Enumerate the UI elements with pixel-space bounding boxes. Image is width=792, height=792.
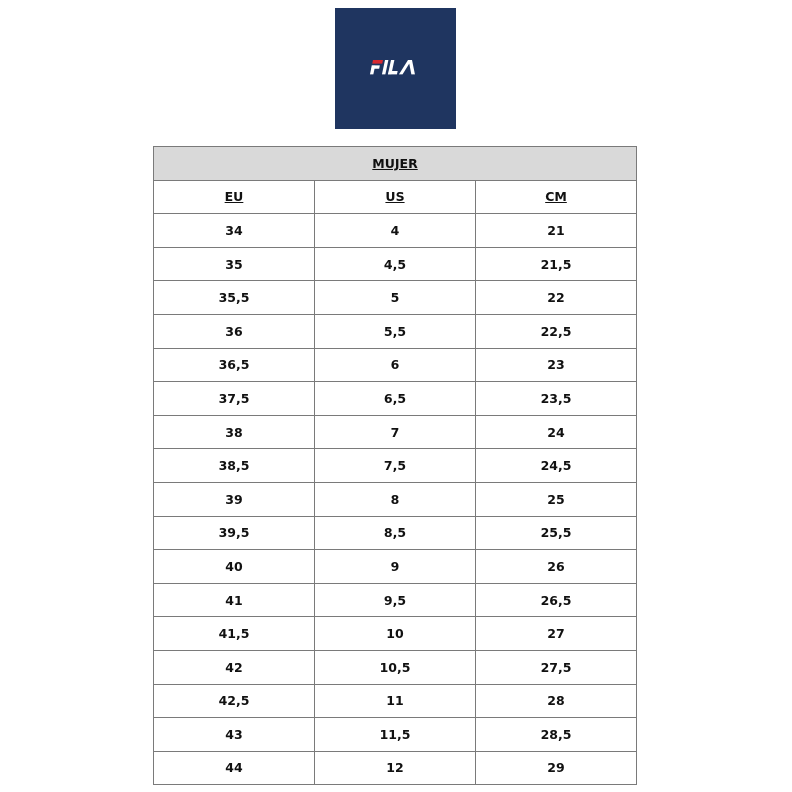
cell-us: 5,5 <box>315 314 476 348</box>
cell-cm: 28 <box>476 684 637 718</box>
table-row <box>154 281 637 315</box>
cell-eu: 35 <box>154 247 315 281</box>
cell-us: 5 <box>315 281 476 315</box>
table-row <box>154 718 637 752</box>
table-row <box>154 617 637 651</box>
table-row <box>154 314 637 348</box>
cell-us: 9,5 <box>315 583 476 617</box>
table-row <box>154 382 637 416</box>
cell-cm: 27,5 <box>476 650 637 684</box>
table-row <box>154 415 637 449</box>
cell-us: 4 <box>315 214 476 248</box>
table-row <box>154 247 637 281</box>
cell-eu: 39,5 <box>154 516 315 550</box>
cell-cm: 25 <box>476 482 637 516</box>
table-row <box>154 516 637 550</box>
cell-us: 4,5 <box>315 247 476 281</box>
cell-cm: 27 <box>476 617 637 651</box>
cell-eu: 42,5 <box>154 684 315 718</box>
cell-cm: 26,5 <box>476 583 637 617</box>
table-row <box>154 449 637 483</box>
fila-logo-mark <box>335 8 456 129</box>
cell-eu: 38,5 <box>154 449 315 483</box>
cell-us: 9 <box>315 550 476 584</box>
cell-eu: 38 <box>154 415 315 449</box>
column-header-us: US <box>315 180 476 214</box>
cell-eu: 35,5 <box>154 281 315 315</box>
table-row <box>154 684 637 718</box>
cell-cm: 26 <box>476 550 637 584</box>
table-row <box>154 650 637 684</box>
cell-cm: 22,5 <box>476 314 637 348</box>
cell-cm: 24,5 <box>476 449 637 483</box>
cell-cm: 23,5 <box>476 382 637 416</box>
table-row <box>154 348 637 382</box>
cell-eu: 44 <box>154 751 315 785</box>
table-row <box>154 214 637 248</box>
cell-eu: 40 <box>154 550 315 584</box>
cell-eu: 42 <box>154 650 315 684</box>
cell-eu: 43 <box>154 718 315 752</box>
column-header-cm: CM <box>476 180 637 214</box>
cell-us: 12 <box>315 751 476 785</box>
cell-cm: 24 <box>476 415 637 449</box>
column-header-eu: EU <box>154 180 315 214</box>
cell-us: 8 <box>315 482 476 516</box>
cell-cm: 22 <box>476 281 637 315</box>
cell-eu: 34 <box>154 214 315 248</box>
cell-us: 11 <box>315 684 476 718</box>
cell-us: 11,5 <box>315 718 476 752</box>
cell-cm: 25,5 <box>476 516 637 550</box>
cell-cm: 28,5 <box>476 718 637 752</box>
cell-us: 10 <box>315 617 476 651</box>
cell-us: 10,5 <box>315 650 476 684</box>
cell-eu: 41 <box>154 583 315 617</box>
cell-eu: 39 <box>154 482 315 516</box>
fila-logo <box>335 8 456 129</box>
cell-us: 7,5 <box>315 449 476 483</box>
cell-us: 6 <box>315 348 476 382</box>
table-title: MUJER <box>154 147 637 181</box>
cell-eu: 36,5 <box>154 348 315 382</box>
table-row <box>154 583 637 617</box>
table-row <box>154 550 637 584</box>
cell-eu: 36 <box>154 314 315 348</box>
size-chart-table <box>153 146 637 785</box>
cell-cm: 21,5 <box>476 247 637 281</box>
cell-us: 6,5 <box>315 382 476 416</box>
cell-cm: 29 <box>476 751 637 785</box>
cell-cm: 21 <box>476 214 637 248</box>
cell-us: 8,5 <box>315 516 476 550</box>
table-row <box>154 482 637 516</box>
cell-cm: 23 <box>476 348 637 382</box>
cell-us: 7 <box>315 415 476 449</box>
cell-eu: 41,5 <box>154 617 315 651</box>
cell-eu: 37,5 <box>154 382 315 416</box>
table-row <box>154 751 637 785</box>
